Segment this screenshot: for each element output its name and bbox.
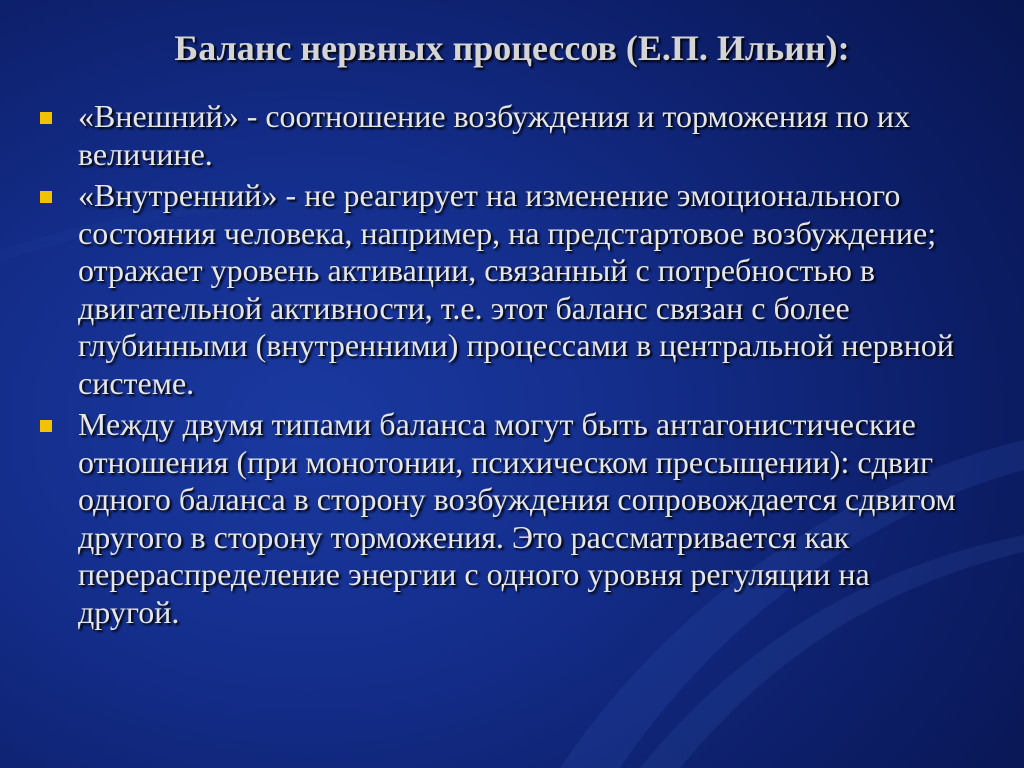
bullet-text: Между двумя типами баланса могут быть антагонистические отношения (при монотонии, психическом пресыщении): сдвиг одного баланса в сторону возбуждения сопровождается сдвигом другого в сторону торможения. Это рассматривается как перераспределение энергии с одного уровня регуляции на другой.: [78, 406, 956, 630]
bullet-text: «Внешний» - соотношение возбуждения и торможения по их величине.: [78, 98, 911, 172]
square-bullet-icon: [40, 191, 52, 203]
bullet-list: [40, 98, 970, 635]
square-bullet-icon: [40, 112, 52, 124]
bullet-text: «Внутренний» - не реагирует на изменение эмоционального состояния человека, например, на предстартовое возбуждение; отражает уровень активации, связанный с потребностью в двигательной активности, т.е. этот баланс связан с более глубинными (внутренними) процессами в центральной нервной системе.: [78, 177, 954, 401]
bullet-item: [40, 406, 970, 631]
square-bullet-icon: [40, 420, 52, 432]
bullet-item: [40, 177, 970, 402]
slide-title: Баланс нервных процессов (Е.П. Ильин):: [174, 28, 850, 68]
bullet-item: [40, 98, 970, 173]
